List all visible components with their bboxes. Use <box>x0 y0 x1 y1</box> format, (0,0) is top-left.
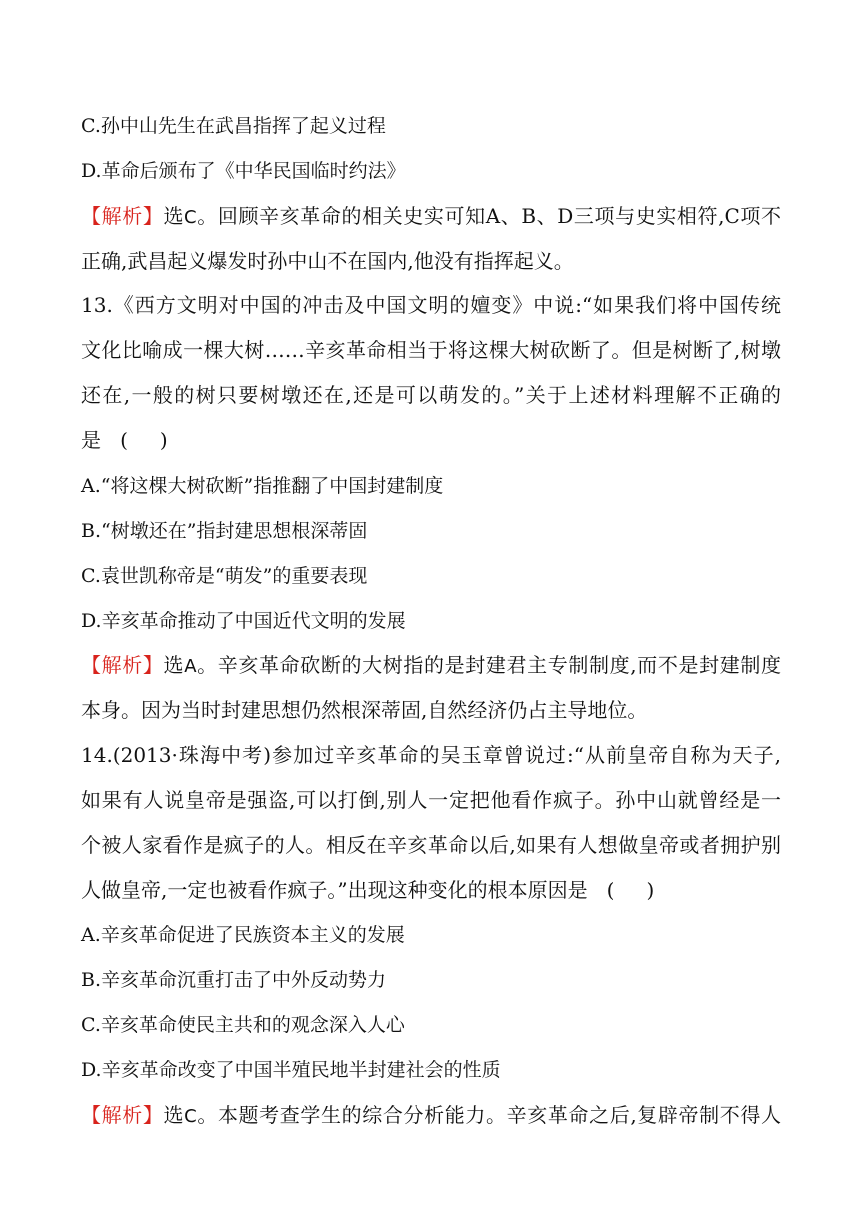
q14-option-c: C.辛亥革命使民主共和的观念深入人心 <box>81 1014 405 1036</box>
analysis-tag: 【解析】 <box>81 653 164 677</box>
q14-stem-line2: 如果有人说皇帝是强盗,可以打倒,别人一定把他看作疯子。孙中山就曾经是一 <box>81 788 781 812</box>
answer-letter: A <box>184 656 197 677</box>
q13-stem-line2: 文化比喻成一棵大树……辛亥革命相当于将这棵大树砍断了。但是树断了,树墩 <box>81 338 781 362</box>
answer-letter: C <box>184 207 197 228</box>
q13-option-a: A.“将这棵大树砍断”指推翻了中国封建制度 <box>81 475 444 497</box>
q12-analysis-line1: 【解析】选C。回顾辛亥革命的相关史实可知A、B、D三项与史实相符,C项不 <box>81 204 782 228</box>
q13-option-b: B.“树墩还在”指封建思想根深蒂固 <box>81 520 368 542</box>
q14-analysis-line1: 【解析】选C。本题考查学生的综合分析能力。辛亥革命之后,复辟帝制不得人 <box>81 1103 782 1127</box>
answer-blank: ( ) <box>606 878 655 902</box>
q14-option-d: D.辛亥革命改变了中国半殖民地半封建社会的性质 <box>81 1059 501 1081</box>
q13-option-c: C.袁世凯称帝是“萌发”的重要表现 <box>81 565 368 587</box>
q14-stem-line3: 个被人家看作是疯子的人。相反在辛亥革命以后,如果有人想做皇帝或者拥护别 <box>81 833 781 857</box>
analysis-tag: 【解析】 <box>81 204 164 228</box>
q14-stem-line1: 14.(2013·珠海中考)参加过辛亥革命的吴玉章曾说过:“从前皇帝自称为天子, <box>81 743 781 767</box>
q13-option-d: D.辛亥革命推动了中国近代文明的发展 <box>81 610 406 632</box>
q13-analysis-line2: 本身。因为当时封建思想仍然根深蒂固,自然经济仍占主导地位。 <box>81 698 648 722</box>
q12-analysis-line2: 正确,武昌起义爆发时孙中山不在国内,他没有指挥起义。 <box>81 249 574 273</box>
q14-option-a: A.辛亥革命促进了民族资本主义的发展 <box>81 924 405 946</box>
q12-option-d: D.革命后颁布了《中华民国临时约法》 <box>81 160 406 182</box>
q13-stem-line3: 还在,一般的树只要树墩还在,还是可以萌发的。”关于上述材料理解不正确的 <box>81 383 781 407</box>
q13-stem-line4: 是 ( ) <box>81 427 781 453</box>
q14-option-b: B.辛亥革命沉重打击了中外反动势力 <box>81 969 387 991</box>
answer-letter: C <box>184 1106 197 1127</box>
q12-option-c: C.孙中山先生在武昌指挥了起义过程 <box>81 115 386 137</box>
answer-blank: ( ) <box>120 428 168 452</box>
q13-analysis-line1: 【解析】选A。辛亥革命砍断的大树指的是封建君主专制制度,而不是封建制度 <box>81 653 782 677</box>
analysis-tag: 【解析】 <box>81 1103 164 1127</box>
q14-stem-line4: 人做皇帝,一定也被看作疯子。”出现这种变化的根本原因是 ( ) <box>81 877 781 903</box>
q13-stem-line1: 13.《西方文明对中国的冲击及中国文明的嬗变》中说:“如果我们将中国传统 <box>81 293 781 317</box>
